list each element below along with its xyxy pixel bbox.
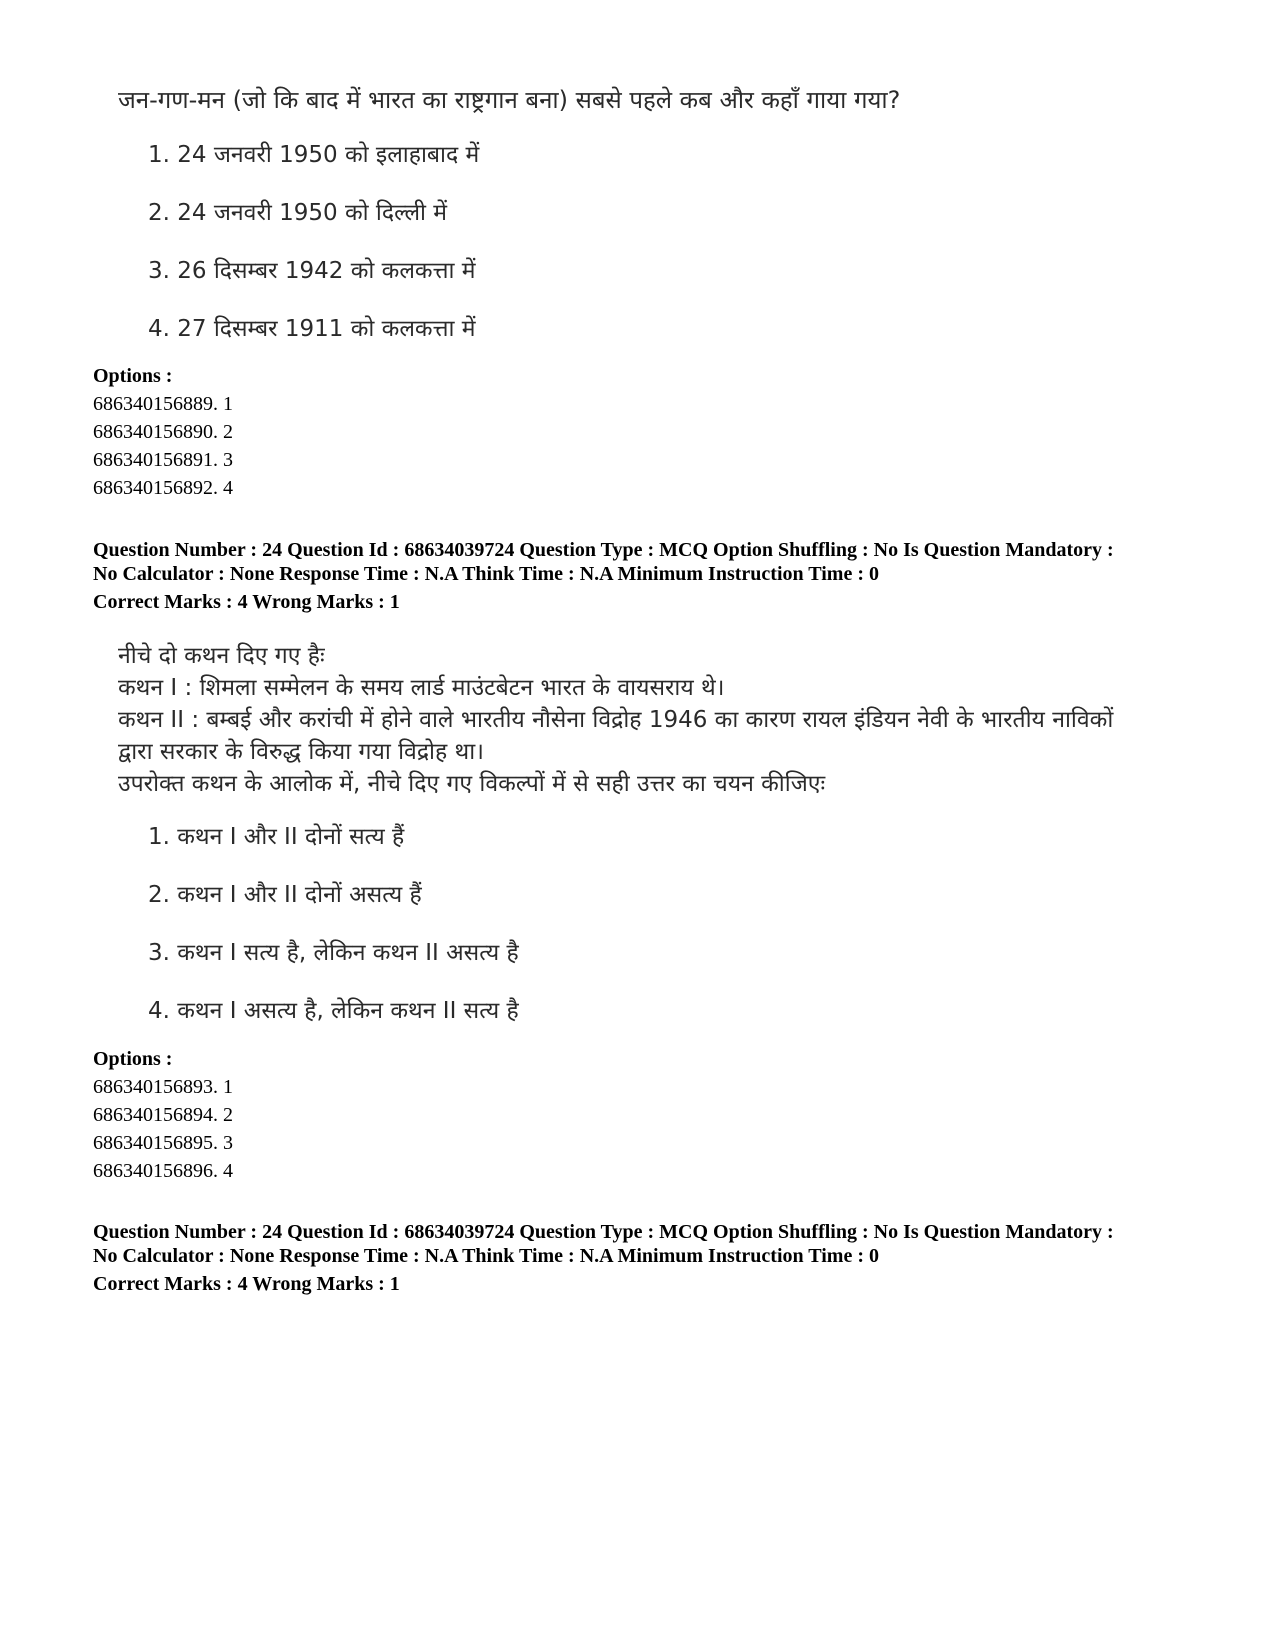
question-2-choice: 3. कथन I सत्य है, लेकिन कथन II असत्य है xyxy=(148,940,519,966)
options-label: Options : xyxy=(93,365,173,387)
question-2-statements xyxy=(118,640,1198,800)
question-1-options xyxy=(93,362,233,502)
question-1-choice: 4. 27 दिसम्बर 1911 को कलकत्ता में xyxy=(148,316,476,342)
question-2-choice: 1. कथन I और II दोनों सत्य हैं xyxy=(148,824,405,850)
question-info-line: Question Number : 24 Question Id : 68634039724 Question Type : MCQ Option Shuffling : No Is Question Mandatory : xyxy=(93,539,1114,561)
option-id-line: 686340156896. 4 xyxy=(93,1160,233,1182)
question-info-line: No Calculator : None Response Time : N.A Think Time : N.A Minimum Instruction Time : 0 xyxy=(93,1245,879,1267)
option-id-line: 686340156892. 4 xyxy=(93,477,233,499)
options-label: Options : xyxy=(93,1048,173,1070)
question-1-choice: 2. 24 जनवरी 1950 को दिल्ली में xyxy=(148,200,448,226)
question-info-header xyxy=(93,1220,1193,1296)
question-1-stem: जन-गण-मन (जो कि बाद में भारत का राष्ट्रगान बना) सबसे पहले कब और कहाँ गाया गया? xyxy=(118,86,901,114)
question-1-choices xyxy=(148,126,479,358)
statement-line: कथन II : बम्बई और करांची में होने वाले भारतीय नौसेना विद्रोह 1946 का कारण रायल इंडियन नेवी के भारतीय नाविकों xyxy=(118,707,1114,733)
question-info-line: Question Number : 24 Question Id : 68634039724 Question Type : MCQ Option Shuffling : No Is Question Mandatory : xyxy=(93,1221,1114,1243)
option-id-line: 686340156891. 3 xyxy=(93,449,233,471)
question-2-choice: 2. कथन I और II दोनों असत्य हैं xyxy=(148,882,422,908)
question-2-choices xyxy=(148,808,519,1040)
question-marks: Correct Marks : 4 Wrong Marks : 1 xyxy=(93,591,400,613)
statement-line: उपरोक्त कथन के आलोक में, नीचे दिए गए विकल्पों में से सही उत्तर का चयन कीजिएः xyxy=(118,771,826,797)
option-id-line: 686340156890. 2 xyxy=(93,421,233,443)
option-id-line: 686340156889. 1 xyxy=(93,393,233,415)
question-1-choice: 1. 24 जनवरी 1950 को इलाहाबाद में xyxy=(148,142,480,168)
option-id-line: 686340156894. 2 xyxy=(93,1104,233,1126)
question-info-header xyxy=(93,538,1193,614)
option-id-line: 686340156893. 1 xyxy=(93,1076,233,1098)
question-marks: Correct Marks : 4 Wrong Marks : 1 xyxy=(93,1273,400,1295)
question-2-options xyxy=(93,1045,233,1185)
option-id-line: 686340156895. 3 xyxy=(93,1132,233,1154)
question-info-line: No Calculator : None Response Time : N.A Think Time : N.A Minimum Instruction Time : 0 xyxy=(93,563,879,585)
statement-line: कथन I : शिमला सम्मेलन के समय लार्ड माउंटबेटन भारत के वायसराय थे। xyxy=(118,675,725,701)
statement-line: नीचे दो कथन दिए गए हैः xyxy=(118,643,325,669)
question-1-choice: 3. 26 दिसम्बर 1942 को कलकत्ता में xyxy=(148,258,476,284)
question-2-choice: 4. कथन I असत्य है, लेकिन कथन II सत्य है xyxy=(148,998,519,1024)
statement-line: द्वारा सरकार के विरुद्ध किया गया विद्रोह था। xyxy=(118,739,484,765)
